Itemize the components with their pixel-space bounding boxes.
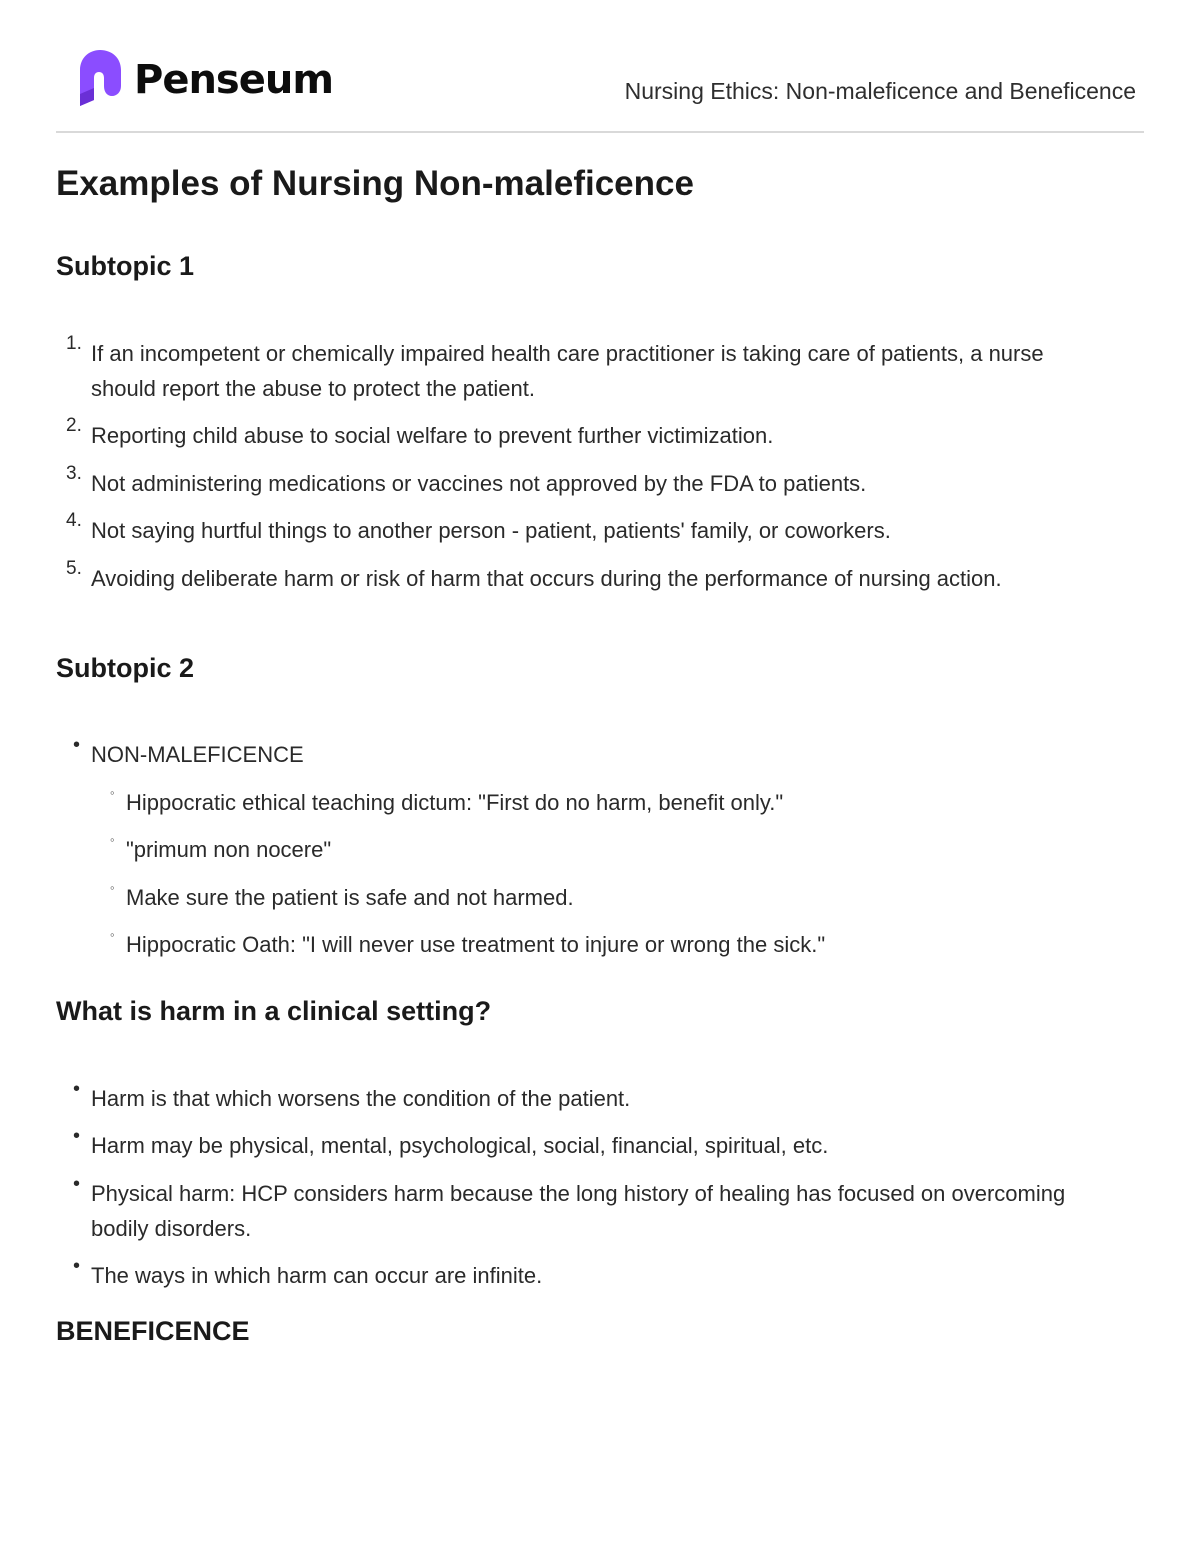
list-item [56, 1125, 1086, 1163]
sub-list-item [92, 927, 1082, 962]
bullet-icon: • [73, 734, 81, 756]
list-item [56, 510, 1086, 548]
list-item-text: Harm may be physical, mental, psychological, social, financial, spiritual, etc. [91, 1133, 829, 1158]
brand-logo [76, 48, 333, 112]
bullet-icon: • [73, 1173, 81, 1195]
list-item [56, 1255, 1086, 1293]
list-item-text: Harm is that which worsens the condition of the patient. [91, 1086, 631, 1111]
beneficence-heading: BENEFICENCE [56, 1316, 250, 1346]
bullet-icon: • [73, 1125, 81, 1147]
sub-bullet-icon: ◦ [110, 880, 115, 895]
list-item-text: NON-MALEFICENCE [91, 742, 304, 767]
penseum-logo-icon [76, 48, 124, 112]
brand-name: Penseum [134, 57, 334, 103]
list-number: 3. [66, 463, 82, 484]
page-title: Examples of Nursing Non-maleficence [56, 164, 694, 203]
subtopic-1-heading: Subtopic 1 [56, 251, 195, 281]
sub-list-item-text: Hippocratic ethical teaching dictum: "First do no harm, benefit only." [126, 790, 784, 815]
page-header [56, 40, 1144, 130]
sub-list-item-text: "primum non nocere" [126, 837, 332, 862]
sub-list-item [92, 832, 1082, 867]
list-number: 1. [66, 333, 82, 354]
sub-list-item-text: Hippocratic Oath: "I will never use treatment to injure or wrong the sick." [126, 932, 826, 957]
list-item [56, 558, 1086, 596]
list-item-text: Not administering medications or vaccines not approved by the FDA to patients. [91, 471, 867, 496]
list-item-text: The ways in which harm can occur are infinite. [91, 1263, 543, 1288]
sub-list-item [92, 785, 1082, 820]
sub-bullet-icon: ◦ [110, 927, 115, 942]
list-number: 4. [66, 510, 82, 531]
list-item [56, 734, 1086, 772]
list-item [56, 333, 1086, 406]
sub-list-item [92, 880, 1082, 915]
bullet-icon: • [73, 1078, 81, 1100]
list-item [56, 1078, 1086, 1116]
subtopic-2-heading: Subtopic 2 [56, 653, 195, 683]
list-item-text: If an incompetent or chemically impaired health care practitioner is taking care of patients, a nurse should report the abuse to protect the patient. [91, 341, 1044, 401]
list-item-text: Physical harm: HCP considers harm because the long history of healing has focused on overcoming bodily disorders. [91, 1181, 1066, 1241]
list-item [56, 463, 1086, 501]
list-item-text: Not saying hurtful things to another person - patient, patients' family, or coworkers. [91, 518, 891, 543]
sub-bullet-icon: ◦ [110, 832, 115, 847]
list-number: 2. [66, 415, 82, 436]
bullet-icon: • [73, 1255, 81, 1277]
list-item-text: Reporting child abuse to social welfare to prevent further victimization. [91, 423, 774, 448]
list-item [56, 1173, 1086, 1246]
sub-list-item-text: Make sure the patient is safe and not harmed. [126, 885, 574, 910]
harm-heading: What is harm in a clinical setting? [56, 996, 492, 1026]
list-number: 5. [66, 558, 82, 579]
sub-bullet-icon: ◦ [110, 785, 115, 800]
list-item-text: Avoiding deliberate harm or risk of harm that occurs during the performance of nursing action. [91, 566, 1002, 591]
list-item [56, 415, 1086, 453]
document-title: Nursing Ethics: Non-maleficence and Beneficence [624, 78, 1136, 104]
header-divider [56, 131, 1144, 133]
